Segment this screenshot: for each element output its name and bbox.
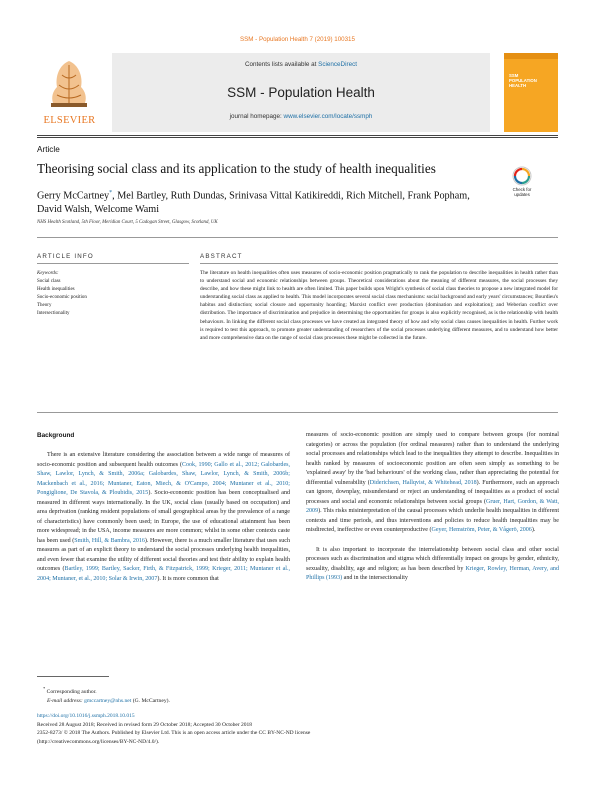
- corresponding-author[interactable]: Gerry McCartney: [37, 190, 110, 202]
- paragraph-text: ). Furthermore, such an approach can ignore, downplay, misunderstand or reject an understanding of inequalities as a product of social processes and social and economic relationships between social groups (: [306, 479, 559, 505]
- contents-line: [112, 61, 490, 68]
- paragraph-text: ). Socio-economic position has been conceptualised and measured in different ways internationally. In the UK, social class (usually based on occupation) and area deprivation (ranking resident populations of small geographical areas by the prevalence of a range of characteristics) have commonly been used; in Europe, the use of educational attainment has been more widespread; in the USA, income measures are more common; whilst in some other contexts caste has been used (: [37, 490, 290, 544]
- keyword-item: Social class: [37, 279, 61, 284]
- article-type: Article: [37, 145, 60, 154]
- paragraph-text: and in the intersectionality: [342, 575, 408, 581]
- body-paragraph: [306, 546, 559, 584]
- check-updates-label: Check for updates: [512, 187, 532, 197]
- keywords-title: Keywords:: [37, 271, 59, 276]
- cover-stripe: [504, 53, 558, 59]
- received-dates: Received 28 August 2018; Received in revised form 29 October 2018; Accepted 30 October 2018: [37, 721, 253, 728]
- header-rule: [37, 237, 558, 238]
- keyword-item: Intersectionality: [37, 311, 70, 316]
- paragraph-text: It is also important to incorporate the interrelationship between social class and other social processes such as discrimination and stigma which differentially impact on groups by gender, ethnicity, sexuality, disability, age and religion; as has been described by: [306, 546, 559, 572]
- paragraph-text: There is an extensive literature considering the association between a wide range of measures of socio-economic position and subsequent health outcomes (: [37, 452, 290, 468]
- check-updates-icon: [505, 166, 539, 186]
- abstract-bottom-rule: [37, 412, 558, 413]
- email-label: E-mail address:: [47, 697, 83, 704]
- paragraph-text: ). This risks misinterpretation of the causal processes which underlie health inequalities in different contexts and time periods, and thus interventions and policies to reduce health inequalities may be misdirected, ineffective or even counterproductive (: [306, 508, 559, 533]
- keyword-item: Health inequalities: [37, 287, 75, 292]
- article-title: Theorising social class and its application to the study of health inequalities: [37, 161, 436, 176]
- citation-link[interactable]: Smith, Hill, & Bambra, 2016: [74, 537, 145, 544]
- sciencedirect-link[interactable]: ScienceDirect: [318, 61, 357, 68]
- keyword-item: Theory: [37, 303, 52, 308]
- body-column-right: [306, 431, 559, 584]
- body-paragraph: [37, 451, 290, 584]
- homepage-line: [112, 113, 490, 120]
- footnote-corresponding: [37, 685, 337, 697]
- paragraph-text: ).: [531, 527, 536, 533]
- email-link[interactable]: gmccartney@nhs.net: [84, 697, 132, 704]
- paragraph-text: measures of socio-economic position are simply used to compare between groups (for nominal categories) or across the population (for ordinal measures) rather than to understand the underlying social processes and relationships which lead to the inequalities they attempt to describe. Inequalities in health ranked by measures of socioeconomic position are often seen simply as something to be 'explained away' by the 'bad behaviours' of the working class, rather than appreciating the potential for differential vulnerability (: [306, 432, 559, 486]
- masthead-rule-thin: [37, 137, 558, 138]
- keyword-item: Socio-economic position: [37, 295, 87, 300]
- article-footer: [37, 712, 558, 746]
- journal-cover-thumbnail: [504, 53, 558, 132]
- citation-link[interactable]: Gruer, Hart, Gordon, & Watt, 2009: [306, 498, 559, 514]
- footnote-email-line: [37, 697, 337, 706]
- homepage-link[interactable]: www.elsevier.com/locate/ssmph: [283, 113, 373, 120]
- paragraph-text: ). It is more common that: [157, 575, 219, 582]
- footnote-rule: [37, 676, 109, 677]
- license-url[interactable]: (http://creativecommons.org/licenses/BY-NC-ND/4.0/).: [37, 738, 160, 745]
- citation-link[interactable]: Geyer, Hemström, Peter, & Vågerö, 2006: [431, 527, 532, 533]
- citation-link[interactable]: Bartley, 1999; Bartley, Sacker, Firth, & Fitzpatrick, 1999; Krieger, 2011; Muntaner et al., 2004; Muntaner, et al., 2010; Solar & Irwin, 2007: [37, 566, 290, 582]
- running-head: SSM - Population Health 7 (2019) 100315: [240, 36, 355, 43]
- elsevier-logo: [37, 53, 102, 132]
- abstract-heading: ABSTRACT: [200, 253, 243, 260]
- article-info-rule: [37, 263, 189, 264]
- masthead-rule: [37, 135, 558, 136]
- footnote-label: Corresponding author.: [46, 688, 97, 695]
- footnote-marker: *: [43, 686, 46, 691]
- publisher-name: ELSEVIER: [43, 115, 96, 126]
- email-suffix: (G. McCartney).: [132, 697, 170, 704]
- body-paragraph: [306, 431, 559, 536]
- affiliation: NHS Health Scotland, 5th Floor, Meridian Court, 5 Cadogan Street, Glasgow, Scotland, UK: [37, 220, 218, 225]
- homepage-prefix: journal homepage:: [229, 113, 282, 120]
- citation-link[interactable]: Cook, 1990; Gallo et al., 2012; Galobardes, Shaw, Lawlor, Lynch, & Smith, 2006a; Galobardes, Shaw, Lawlor, Lynch, & Smith, 2006b; Mackenbach et al., 2016; Muntaner, Eaton, Miech, & O'Campo, 2004; Muntaner et al., 2010; Pongiglione, De Stavola, & Ploubidis, 2015: [37, 461, 290, 496]
- author-list: [37, 186, 487, 217]
- contents-prefix: Contents lists available at: [244, 61, 317, 68]
- abstract-text: The literature on health inequalities often uses measures of socio-economic position pragmatically to rank the population to describe inequalities in health rather than to understand social and economic relationships between groups. Theoretical considerations about the meaning of different measures, the social processes they describe, and how these might link to health are often limited. This paper builds upon Wright's synthesis of social class theories to propose a new integrated model for understanding social class as applied to health. This model incorporates several social class mechanisms: social background and early years' circumstances; Bourdieu's habitus and distinction; social closure and opportunity hoarding; Marxist conflict over production (domination and exploitation); and Weberian conflict over distribution. The importance of discrimination and prejudice in determining the opportunities for groups is also explicitly recognised, as is the relationship with health behaviours. In linking the different social class processes we have created an integrated theory of how and why social class causes inequalities in health. Further work is required to test this approach, to promote greater understanding of researchers of the social processes underlying different measures, and to understand how better and more comprehensive data on the range of social class processes these might be collected in the future.: [200, 270, 558, 341]
- article-info-heading: ARTICLE INFO: [37, 253, 94, 260]
- citation-link[interactable]: Krieger, Rowley, Herman, Avery, and Phillips (1993): [306, 565, 559, 581]
- abstract-rule: [200, 263, 558, 264]
- body-column-left: [37, 451, 290, 584]
- footnote: [37, 685, 337, 705]
- copyright-line: 2352-8273/ © 2018 The Authors. Published by Elsevier Ltd. This is an open access article under the CC BY-NC-ND license: [37, 730, 311, 737]
- journal-masthead: [37, 53, 558, 132]
- check-for-updates-badge[interactable]: [505, 166, 539, 206]
- section-heading-background: Background: [37, 432, 75, 439]
- journal-name: SSM - Population Health: [227, 85, 375, 100]
- journal-title-box: [112, 53, 490, 132]
- paragraph-text: ). However, there is a much smaller literature that uses such measures as part of an explicit theory to understand the social processes underlying health inequalities, and even fewer that examine the utility of different social theories and test their ability to explain health outcomes (: [37, 537, 291, 572]
- keywords-block: [37, 270, 187, 318]
- coauthors: , Mel Bartley, Ruth Dundas, Srinivasa Vittal Katikireddi, Rich Mitchell, Frank Popham, David Walsh, Welcome Wami: [37, 190, 470, 216]
- cover-title: SSM POPULATION HEALTH: [509, 73, 537, 89]
- corresponding-marker[interactable]: *: [109, 190, 113, 196]
- citation-link[interactable]: Diderichsen, Hallqvist, & Whitehead, 2018: [369, 479, 477, 486]
- doi-link[interactable]: https://doi.org/10.1016/j.ssmph.2018.10.015: [37, 713, 135, 719]
